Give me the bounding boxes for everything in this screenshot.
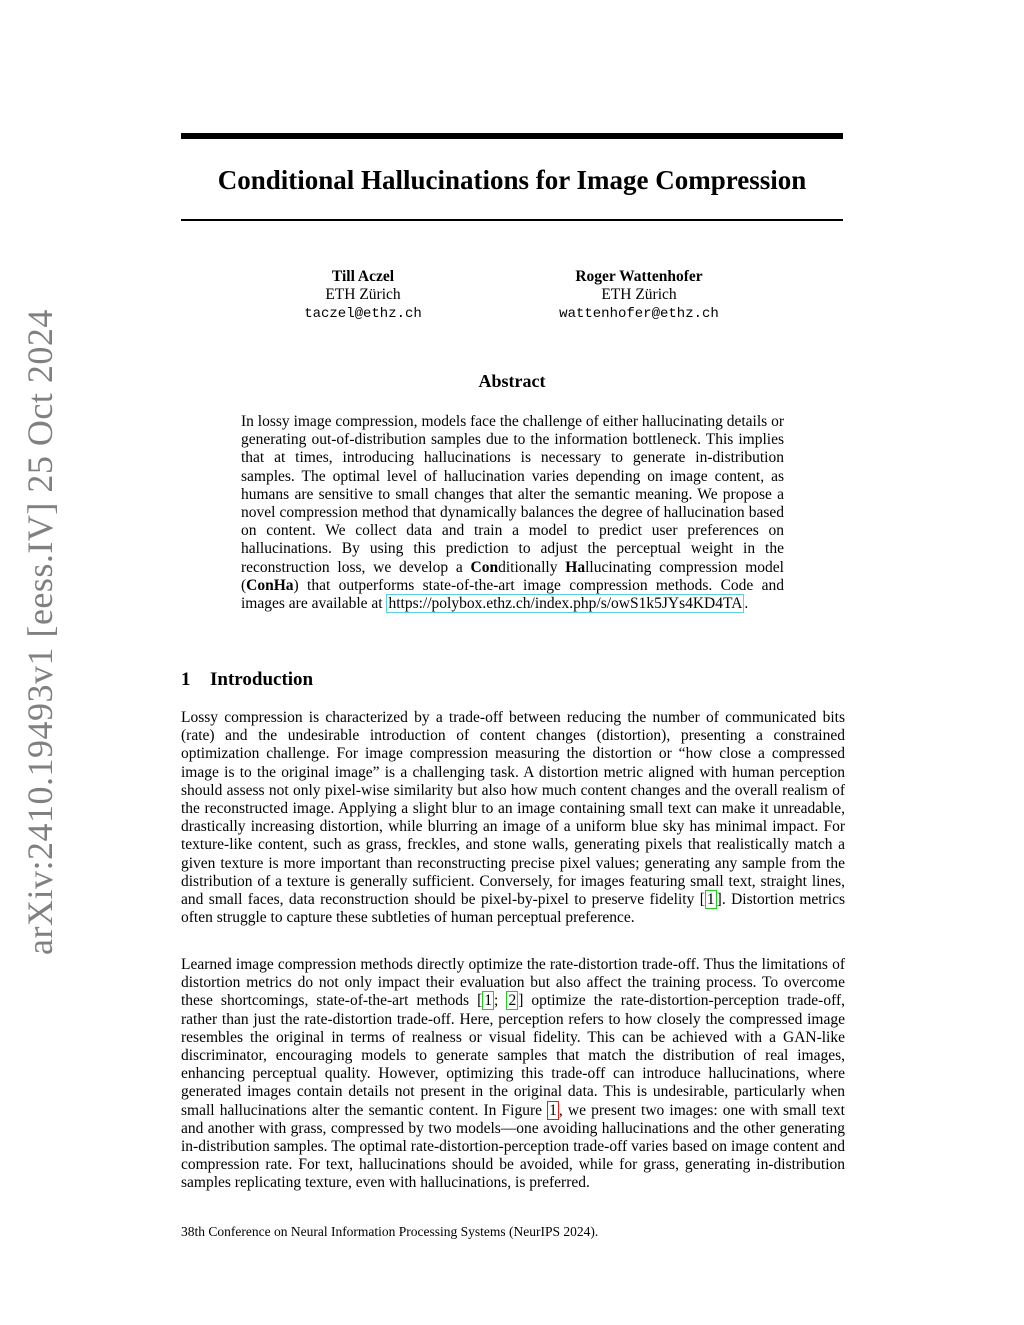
code-link[interactable]: https://polybox.ethz.ch/index.php/s/owS1k5JYs4KD4TA [388, 595, 743, 613]
title-bottom-rule [181, 219, 843, 221]
author-name: Roger Wattenhofer [575, 268, 703, 285]
intro-paragraph-2 [181, 956, 845, 1193]
paragraph-text: Lossy compression is characterized by a trade-off between reducing the number of communicated bits (rate) and the undesirable introduction of content changes (distortion), presenting a constrained optimization challenge. For image compression measuring the distortion or “how close a compressed image is to the original image” is a challenging task. A distortion metric aligned with human perception should assess not only pixel-wise similarity but also how much content changes and the overall realism of the reconstructed image. Applying a slight blur to an image containing small text can make it unreadable, drastically increasing distortion, while blurring an image of a uniform blue sky has minimal impact. For texture-like content, such as grass, freckles, and stone walls, generating pixels that realistically match a given texture is more important than reconstructing precise pixel values; generating any sample from the distribution of a texture is generally sufficient. Conversely, for images featuring small text, straight lines, and small faces, data reconstruction should be pixel-by-pixel to preserve fidelity [ [181, 709, 845, 909]
abstract-heading: Abstract [478, 371, 546, 391]
citation-link[interactable]: 1 [706, 891, 715, 909]
figure-reference-link[interactable]: 1 [549, 1101, 557, 1119]
title-top-rule [181, 133, 843, 139]
model-abbreviation: ConHa [246, 576, 294, 594]
arxiv-identifier-stamp: arXiv:2410.19493v1 [eess.IV] 25 Oct 2024 [20, 309, 60, 955]
section-number: 1 [181, 669, 191, 690]
model-name-ha: Ha [565, 558, 586, 576]
citation-separator: ; [494, 992, 507, 1010]
author-block-1 [233, 268, 493, 324]
conference-footnote: 38th Conference on Neural Information Processing Systems (NeurIPS 2024). [181, 1224, 599, 1239]
paragraph-text: ] optimize the rate-distortion-perception trade-off, rather than just the rate-distortion trade-off. Here, perception refers to how closely the compressed image resembles the original in terms of realness or visual fidelity. This can be achieved with a GAN-like discriminator, encouraging models to generate samples that match the distribution of real images, enhancing perceptual quality. However, optimizing this trade-off can introduce hallucinations, where generated images contain details not present in the original data. This is undesirable, particularly when small hallucinations alter the semantic content. In Figure [181, 992, 845, 1119]
abstract-body [241, 413, 784, 613]
intro-paragraph-1 [181, 709, 845, 927]
paragraph-text: Learned image compression methods directly optimize the rate-distortion trade-off. Thus the limitations of distortion metrics do not only impact their evaluation but also affect the training process. To overcome these shortcomings, state-of-the-art methods [ [181, 956, 845, 1010]
author-name: Till Aczel [331, 268, 395, 285]
citation-link[interactable]: 1 [484, 992, 493, 1010]
author-email[interactable]: taczel@ethz.ch [304, 306, 422, 322]
model-name-part: llucinating compression model ( [241, 558, 784, 594]
abstract-text: In lossy image compression, models face the challenge of either hallucinating details or generating out-of-distribution samples due to the information bottleneck. This implies that at times, introducing hallucinations is necessary to generate in-distribution samples. The optimal level of hallucination varies depending on image content, as humans are sensitive to small changes that alter the semantic meaning. We propose a novel compression method that dynamically balances the degree of hallucination based on content. We collect data and train a model to predict user preferences on hallucinations. By using this prediction to adjust the perceptual weight in the reconstruction loss, we develop a [241, 413, 784, 576]
abstract-period: . [744, 595, 749, 613]
model-name-con: Con [470, 558, 499, 576]
paragraph-text: , we present two images: one with small text and another with grass, compressed by two models—one avoiding hallucinations and the other generating in-distribution samples. The optimal rate-distortion-perception trade-off varies based on image content and compression rate. For text, hallucinations should be avoided, while for grass, generating in-distribution samples replicating texture, even with hallucinations, is preferred. [181, 1101, 845, 1192]
author-block-2 [509, 268, 769, 324]
author-email[interactable]: wattenhofer@ethz.ch [559, 306, 719, 322]
model-name-part: ditionally [498, 558, 566, 576]
abstract-text: ) that outperforms state-of-the-art image compression methods. Code and images are available at [241, 576, 784, 613]
paragraph-text: ]. Distortion metrics often struggle to capture these subtleties of human perceptual preference. [181, 891, 845, 927]
citation-link[interactable]: 2 [508, 992, 517, 1010]
author-affiliation: ETH Zürich [325, 286, 401, 303]
author-affiliation: ETH Zürich [601, 286, 677, 303]
section-title: Introduction [210, 669, 314, 690]
section-heading-introduction [181, 669, 313, 691]
paper-title: Conditional Hallucinations for Image Compression [217, 165, 807, 195]
